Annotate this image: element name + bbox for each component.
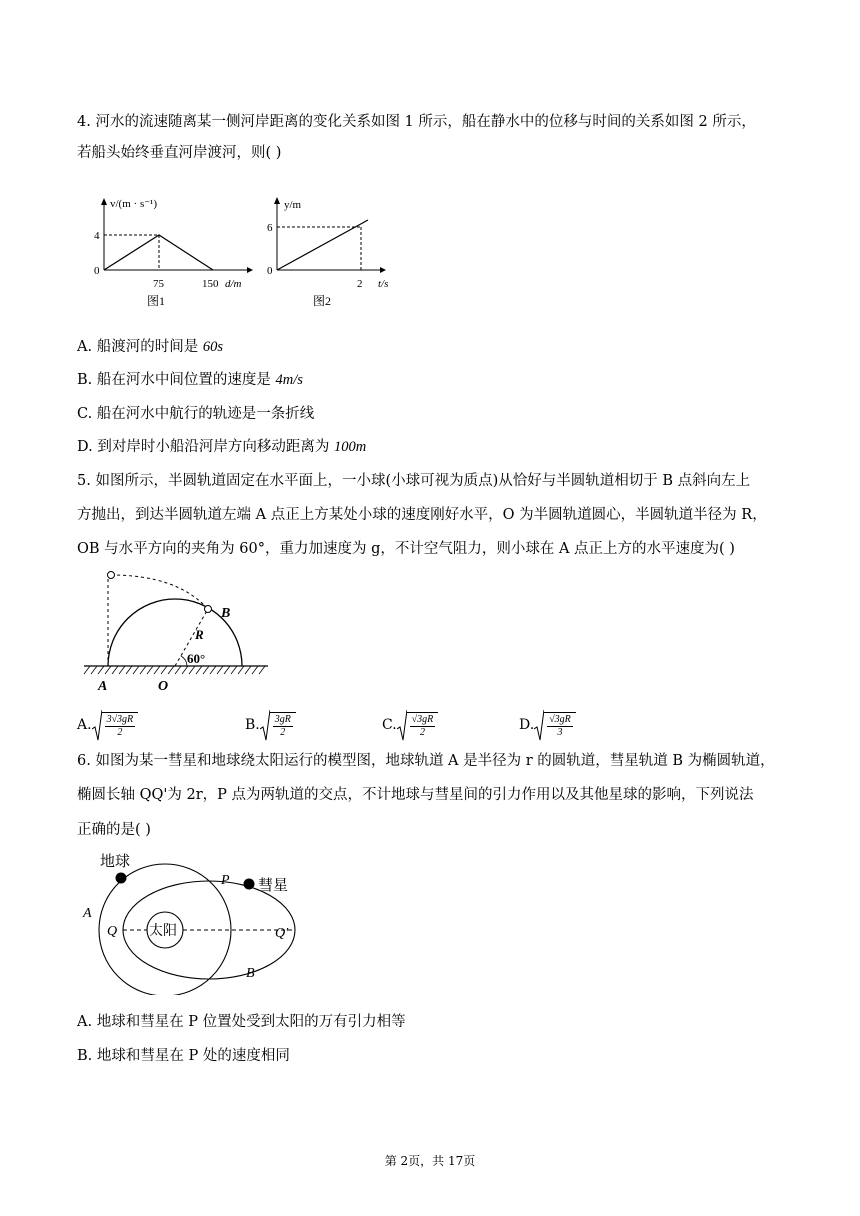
fig2-origin: 0 (267, 265, 273, 277)
q6-label-q: Q (107, 924, 118, 939)
fraction: $\frac{3gR}{2}$ (270, 712, 296, 739)
q5-label-b: B (221, 606, 231, 621)
page-footer: 第 2页，共 17页 (384, 1154, 476, 1168)
q6-orbit-figure (78, 845, 308, 995)
q4-option-d: D. 到对岸时小船沿河岸方向移动距离为 100m (77, 439, 367, 455)
q4-figure-2 (260, 193, 400, 320)
q5-option-b: B. $\frac{3gR}{2}$ (245, 708, 296, 742)
q6-earth-label: 地球 (100, 854, 131, 870)
q6-comet-label: 彗星 (258, 878, 289, 894)
radical-sign (260, 709, 270, 741)
q4-option-b: B. 船在河水中间位置的速度是 4m/s (77, 372, 303, 388)
q5-option-c: C. $\frac{√3gR}{2}$ (382, 708, 438, 742)
q5-stem-line2: 方抛出，到达半圆轨道左端 A 点正上方某处小球的速度刚好水平，O 为半圆轨道圆心，半圆轨道半径为 R， (77, 507, 767, 523)
fig2-caption: 图2 (313, 294, 332, 308)
fig2-y-tick: 6 (267, 222, 273, 234)
fig1-xlabel: d/m (225, 278, 242, 290)
radical-sign (397, 709, 407, 741)
q5-label-r: R (195, 627, 204, 642)
fig1-x-tick-75: 75 (153, 278, 164, 290)
fig1-caption: 图1 (147, 294, 166, 308)
q4-figure-1 (80, 195, 255, 320)
q6-stem-line3: 正确的是( ) (77, 822, 151, 838)
q6-label-b: B (246, 966, 255, 981)
q4-option-c: C. 船在河水中航行的轨迹是一条折线 (77, 406, 315, 422)
q6-stem-line1: 6. 如图为某一彗星和地球绕太阳运行的模型图，地球轨道 A 是半径为 r 的圆轨道，彗星轨道 B 为椭圆轨道， (77, 753, 775, 769)
q5-option-a: A. $\frac{3√3gR}{2}$ (77, 708, 138, 742)
q5-label-a: A (98, 679, 108, 694)
fraction: $\frac{√3gR}{2}$ (407, 712, 439, 739)
radical-sign (534, 709, 544, 741)
q5-semicircle-figure (82, 566, 272, 696)
q5-stem-line3: OB 与水平方向的夹角为 60°，重力加速度为 g，不计空气阻力，则小球在 A 点正上方的水平速度为( ) (77, 541, 735, 557)
q5-stem-line1: 5. 如图所示，半圆轨道固定在水平面上，一小球(小球可视为质点)从恰好与半圆轨道相切于 B 点斜向左上 (77, 473, 751, 489)
q6-label-a: A (83, 906, 92, 921)
q5-option-d: D. $\frac{√3gR}{3}$ (519, 708, 576, 742)
fig2-ylabel: y/m (284, 199, 302, 211)
q6-option-a: A. 地球和彗星在 P 位置处受到太阳的万有引力相等 (77, 1014, 406, 1030)
q6-sun-label: 太阳 (149, 924, 177, 939)
fig1-x-tick-150: 150 (202, 278, 219, 290)
fig1-y-tick: 4 (94, 230, 100, 242)
q6-stem-line2: 椭圆长轴 QQ'为 2r，P 点为两轨道的交点，不计地球与彗星间的引力作用以及其他星球的影响，下列说法 (77, 787, 754, 803)
q6-label-q-prime: Q' (275, 926, 289, 941)
fraction: $\frac{3√3gR}{2}$ (102, 712, 139, 739)
fig1-origin: 0 (94, 265, 100, 277)
fig1-ylabel: v/(m · s⁻¹) (110, 198, 157, 210)
q5-angle-label: 60° (187, 651, 206, 666)
q4-option-a: A. 船渡河的时间是 60s (77, 339, 223, 355)
fig2-xlabel: t/s (378, 278, 389, 290)
radical-sign (92, 709, 102, 741)
q4-stem-line1: 4. 河水的流速随离某一侧河岸距离的变化关系如图 1 所示，船在静水中的位移与时间的关系如图 2 所示， (77, 114, 756, 130)
fig2-x-tick: 2 (357, 278, 363, 290)
fraction: $\frac{√3gR}{3}$ (544, 712, 576, 739)
q6-label-p: P (221, 873, 230, 888)
q5-label-o: O (158, 679, 169, 694)
q4-stem-line2: 若船头始终垂直河岸渡河，则( ) (77, 145, 282, 161)
q6-option-b: B. 地球和彗星在 P 处的速度相同 (77, 1048, 290, 1064)
